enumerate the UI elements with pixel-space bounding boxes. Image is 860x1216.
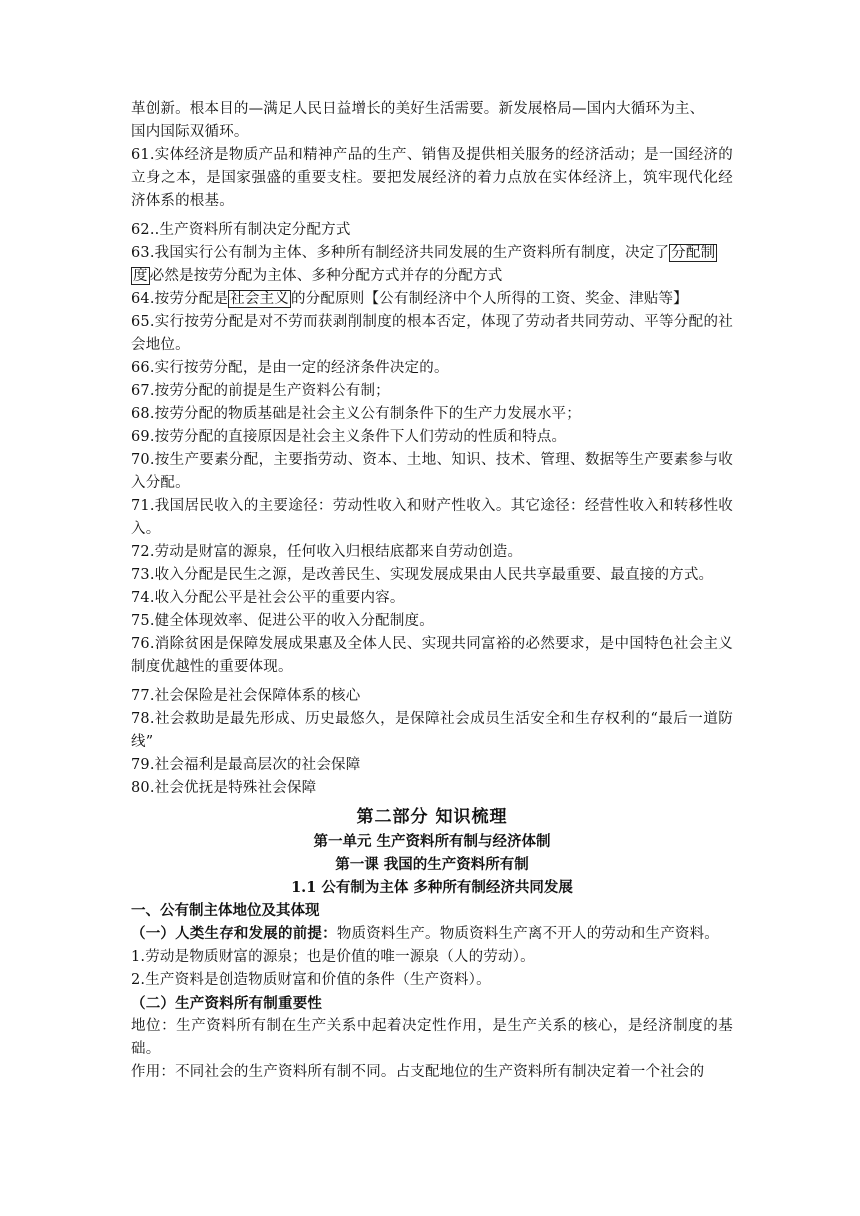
item-68: 68.按劳分配的物质基础是社会主义公有制条件下的生产力发展水平；	[131, 406, 581, 422]
item-79: 79.社会福利是最高层次的社会保障	[131, 757, 361, 773]
item-64-text-a: 64.按劳分配是	[131, 291, 229, 307]
intro-line-1: 革创新。根本目的—满足人民日益增长的美好生活需要。新发展格局—国内大循环为主、	[131, 101, 705, 117]
part-heading: 第二部分 知识梳理	[356, 807, 508, 827]
item-61: 61.实体经济是物质产品和精神产品的生产、销售及提供相关服务的经济活动；是一国经济的立身之本，是国家强盛的重要支柱。要把发展经济的着力点放在实体经济上，筑牢现代化经济体系的根基。	[131, 147, 733, 209]
item-77: 77.社会保险是社会保障体系的核心	[131, 688, 361, 704]
bullet-1: 1.劳动是物质财富的源泉；也是价值的唯一源泉（人的劳动）。	[131, 949, 535, 965]
item-67: 67.按劳分配的前提是生产资料公有制；	[131, 383, 390, 399]
item-66: 66.实行按劳分配，是由一定的经济条件决定的。	[131, 360, 449, 376]
point-one-text: 物质资料生产。物质资料生产离不开人的劳动和生产资料。	[336, 926, 720, 942]
position-text: 地位：生产资料所有制在生产关系中起着决定性作用，是生产关系的核心，是经济制度的基础。	[131, 1018, 733, 1057]
bullet-2: 2.生产资料是创造物质财富和价值的条件（生产资料）。	[131, 972, 491, 988]
boxed-term-socialism: 社会主义	[230, 291, 289, 307]
point-one	[131, 922, 733, 946]
subheading-one: 一、公有制主体地位及其体现	[131, 902, 320, 919]
unit-heading: 第一单元 生产资料所有制与经济体制	[313, 833, 551, 850]
item-80: 80.社会优抚是特殊社会保障	[131, 780, 317, 796]
lesson-heading: 第一课 我国的生产资料所有制	[335, 856, 529, 873]
boxed-term-fenpeizhi: 分配制	[671, 245, 716, 261]
item-74: 74.收入分配公平是社会公平的重要内容。	[131, 590, 405, 606]
item-63	[131, 242, 733, 288]
item-78: 78.社会救助是最先形成、历史最悠久，是保障社会成员生活安全和生存权利的“最后一道防线”	[131, 711, 733, 750]
item-62: 62..生产资料所有制决定分配方式	[131, 222, 351, 238]
intro-line-2: 国内国际双循环。	[131, 124, 249, 140]
item-64-text-b: 的分配原则【公有制经济中个人所得的工资、奖金、津贴等】	[290, 291, 688, 307]
item-64	[131, 288, 733, 311]
item-72: 72.劳动是财富的源泉，任何收入归根结底都来自劳动创造。	[131, 544, 523, 560]
item-63-text-b: 必然是按劳分配为主体、多种分配方式并存的分配方式	[149, 268, 503, 284]
item-65: 65.实行按劳分配是对不劳而获剥削制度的根本否定，体现了劳动者共同劳动、平等分配的社会地位。	[131, 314, 733, 353]
item-75: 75.健全体现效率、促进公平的收入分配制度。	[131, 613, 434, 629]
item-69: 69.按劳分配的直接原因是社会主义条件下人们劳动的性质和特点。	[131, 429, 567, 445]
item-76: 76.消除贫困是保障发展成果惠及全体人民、实现共同富裕的必然要求，是中国特色社会主义制度优越性的重要体现。	[131, 636, 733, 675]
point-two-label: （二）生产资料所有制重要性	[131, 995, 323, 1012]
item-71: 71.我国居民收入的主要途径：劳动性收入和财产性收入。其它途径：经营性收入和转移性收入。	[131, 498, 733, 537]
section-heading: 1.1 公有制为主体 多种所有制经济共同发展	[291, 879, 573, 896]
point-one-label: （一）人类生存和发展的前提：	[131, 925, 337, 942]
item-73: 73.收入分配是民生之源，是改善民生、实现发展成果由人民共享最重要、最直接的方式。	[131, 567, 714, 583]
role-text: 作用：不同社会的生产资料所有制不同。占支配地位的生产资料所有制决定着一个社会的	[131, 1064, 705, 1080]
boxed-term-du: 度	[133, 268, 148, 284]
page-content	[131, 98, 733, 1084]
item-70: 70.按生产要素分配，主要指劳动、资本、土地、知识、技术、管理、数据等生产要素参与收入分配。	[131, 452, 733, 491]
item-63-text-a: 63.我国实行公有制为主体、多种所有制经济共同发展的生产资料所有制度，决定了	[131, 245, 670, 261]
